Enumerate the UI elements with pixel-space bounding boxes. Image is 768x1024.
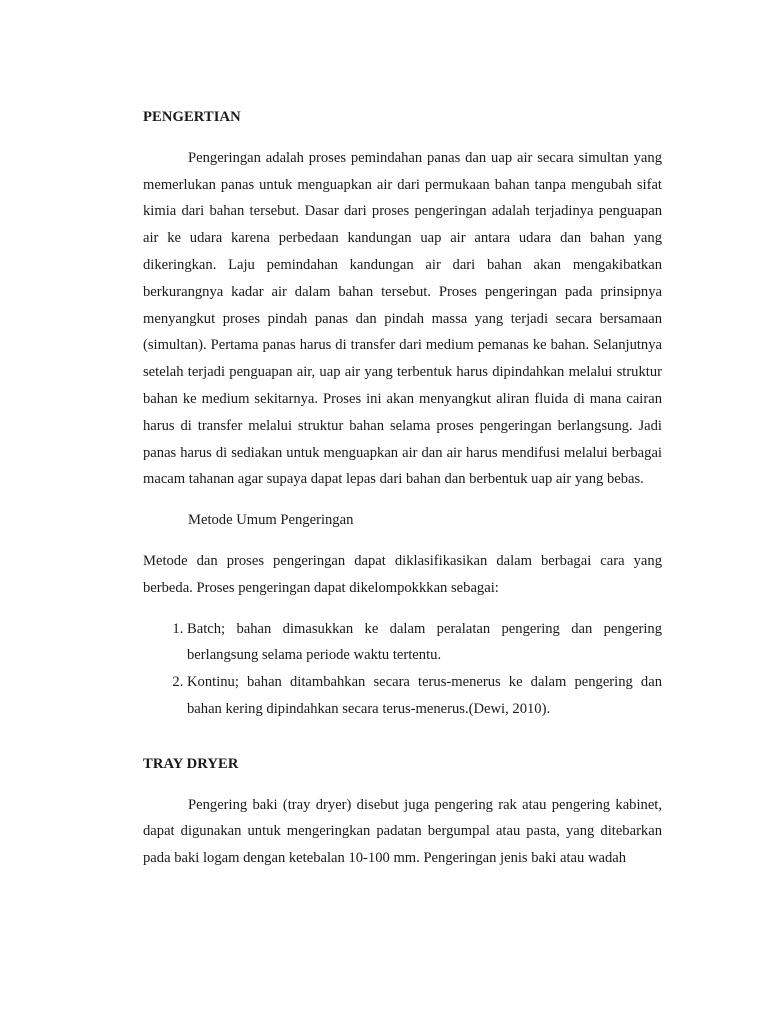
method-list <box>143 616 662 723</box>
section-heading-pengertian: PENGERTIAN <box>143 109 241 125</box>
subheading-metode: Metode Umum Pengeringan <box>188 512 354 529</box>
list-item: 1. Batch; bahan dimasukkan ke dalam peralatan pengering dan pengering berlangsung selama periode waktu tertentu. <box>187 616 662 670</box>
paragraph-tray-dryer: Pengering baki (tray dryer) disebut juga pengering rak atau pengering kabinet, dapat digunakan untuk mengeringkan padatan bergumpal atau pasta, yang ditebarkan pada baki logam dengan ketebalan 10-100 mm. Pengeringan jenis baki atau wadah <box>143 796 662 867</box>
list-item: 2. Kontinu; bahan ditambahkan secara terus-menerus ke dalam pengering dan bahan kering dipindahkan secara terus-menerus.(Dewi, 2010). <box>187 669 662 723</box>
document-body <box>143 104 662 872</box>
section-heading-tray-dryer: TRAY DRYER <box>143 755 239 772</box>
paragraph-pengertian: Pengeringan adalah proses pemindahan panas dan uap air secara simultan yang memerlukan panas untuk menguapkan air dari permukaan bahan tanpa mengubah sifat kimia dari bahan tersebut. Dasar dari proses pengeringan adalah terjadinya penguapan air ke udara karena perbedaan kandungan uap air antara udara dan bahan yang dikeringkan. Laju pemindahan kandungan air dari bahan akan mengakibatkan berkurangnya kadar air dalam bahan tersebut. Proses pengeringan pada prinsipnya menyangkut proses pindah panas dan pindah massa yang terjadi secara bersamaan (simultan). Pertama panas harus di transfer dari medium pemanas ke bahan. Selanjutnya setelah terjadi penguapan air, uap air yang terbentuk harus dipindahkan melalui struktur bahan ke medium sekitarnya. Proses ini akan menyangkut aliran fluida di mana cairan harus di transfer melalui struktur bahan selama proses pengeringan berlangsung. Jadi panas harus di sediakan untuk menguapkan air dan air harus mendifusi melalui berbagai macam tahanan agar supaya dapat lepas dari bahan dan berbentuk uap air yang bebas. <box>143 149 662 488</box>
paragraph-metode: Metode dan proses pengeringan dapat diklasifikasikan dalam berbagai cara yang berbeda. Proses pengeringan dapat dikelompokkkan sebagai: <box>143 552 662 596</box>
